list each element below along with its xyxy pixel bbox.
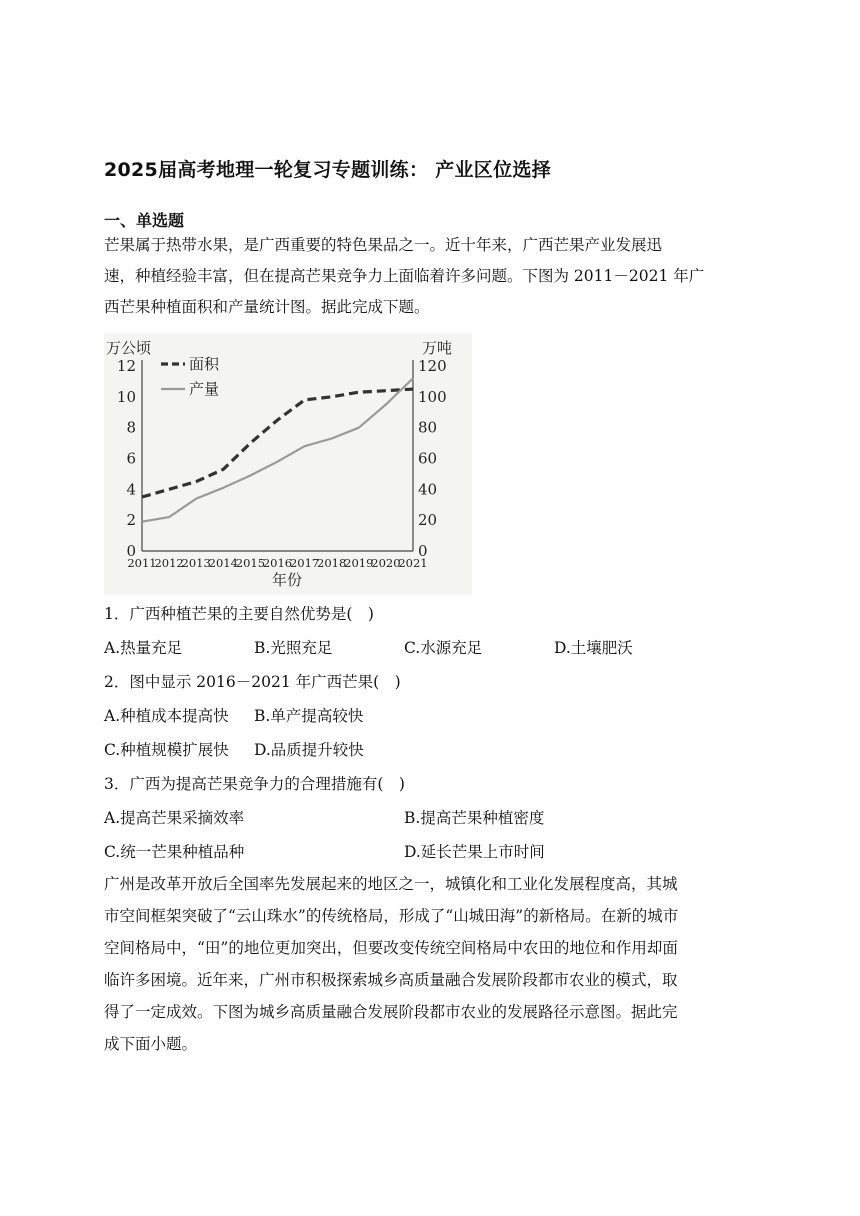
y-tick-label-right: 80 xyxy=(418,418,438,437)
x-tick-label: 2018 xyxy=(317,556,347,570)
question-2-option-b[interactable]: B.单产提高较快 xyxy=(254,707,364,725)
question-2-option-a[interactable]: A.种植成本提高快 xyxy=(104,707,229,725)
x-tick-label: 2013 xyxy=(181,556,211,570)
passage-line: 临许多困境。近年来，广州市积极探索城乡高质量融合发展阶段都市农业的模式，取 xyxy=(104,971,678,989)
passage-line: 得了一定成效。下图为城乡高质量融合发展阶段都市农业的发展路径示意图。据此完 xyxy=(104,1003,678,1021)
x-tick-label: 2012 xyxy=(154,556,184,570)
question-2-stem: 2．图中显示 2016－2021 年广西芒果( ) xyxy=(104,673,401,691)
passage-2 xyxy=(104,868,754,1060)
passage-line: 市空间框架突破了“云山珠水”的传统格局，形成了“山城田海”的新格局。在新的城市 xyxy=(104,907,679,925)
x-tick-label: 2020 xyxy=(371,556,401,570)
question-3-stem: 3．广西为提高芒果竞争力的合理措施有( ) xyxy=(104,775,405,793)
intro-paragraph xyxy=(104,230,754,323)
question-3-option-b[interactable]: B.提高芒果种植密度 xyxy=(404,809,545,827)
question-1-option-b[interactable]: B.光照充足 xyxy=(254,639,333,657)
y-tick-label-right: 0 xyxy=(418,542,428,560)
question-2-option-c[interactable]: C.种植规模扩展快 xyxy=(104,741,229,759)
legend-label-area: 面积 xyxy=(189,355,220,373)
passage-line: 空间格局中，“田”的地位更加突出，但要改变传统空间格局中农田的地位和作用却面 xyxy=(104,939,678,957)
intro-line: 西芒果种植面积和产量统计图。据此完成下题。 xyxy=(104,298,430,316)
y-tick-label-left: 12 xyxy=(116,357,136,375)
x-tick-label: 2016 xyxy=(262,556,293,570)
y-tick-label-left: 10 xyxy=(116,387,136,406)
x-tick-label: 2019 xyxy=(344,556,374,570)
mango-chart xyxy=(104,333,472,595)
y-tick-label-left: 2 xyxy=(126,511,136,530)
intro-line: 芒果属于热带水果，是广西重要的特色果品之一。近十年来，广西芒果产业发展迅 xyxy=(104,236,663,254)
y-tick-label-left: 8 xyxy=(126,418,136,437)
x-tick-label: 2015 xyxy=(235,556,266,570)
series-line-output xyxy=(142,378,413,521)
right-axis-unit: 万吨 xyxy=(422,339,453,357)
x-tick-label: 2017 xyxy=(289,556,320,570)
passage-line: 广州是改革开放后全国率先发展起来的地区之一，城镇化和工业化发展程度高，其城 xyxy=(104,875,678,893)
x-tick-label: 2014 xyxy=(208,556,238,570)
y-tick-label-left: 0 xyxy=(126,542,136,560)
x-tick-label: 2021 xyxy=(398,556,428,570)
question-1-option-a[interactable]: A.热量充足 xyxy=(104,639,183,657)
left-axis-unit: 万公顷 xyxy=(106,339,152,357)
series-line-area xyxy=(142,389,413,497)
question-3-option-a[interactable]: A.提高芒果采摘效率 xyxy=(104,809,245,827)
question-1-stem: 1．广西种植芒果的主要自然优势是( ) xyxy=(104,605,374,623)
question-3-option-d[interactable]: D.延长芒果上市时间 xyxy=(404,843,545,861)
y-tick-label-right: 120 xyxy=(418,357,447,375)
intro-line: 速，种植经验丰富，但在提高芒果竞争力上面临着许多问题。下图为 2011－2021 年广 xyxy=(104,267,705,285)
question-1-option-c[interactable]: C.水源充足 xyxy=(404,639,483,657)
mango-chart-svg xyxy=(104,333,472,595)
question-1-option-d[interactable]: D.土壤肥沃 xyxy=(554,639,633,657)
question-2-option-d[interactable]: D.品质提升较快 xyxy=(254,741,364,759)
y-tick-label-right: 20 xyxy=(418,511,438,530)
y-tick-label-left: 4 xyxy=(126,480,136,499)
x-tick-label: 2011 xyxy=(127,556,157,570)
question-3-option-c[interactable]: C.统一芒果种植品种 xyxy=(104,843,245,861)
x-axis-label: 年份 xyxy=(271,571,303,589)
y-tick-label-right: 100 xyxy=(418,387,447,406)
section-heading: 一、单选题 xyxy=(104,211,185,230)
y-tick-label-right: 60 xyxy=(418,449,438,468)
doc-title: 2025届高考地理一轮复习专题训练： 产业区位选择 xyxy=(104,159,551,181)
passage-line: 成下面小题。 xyxy=(104,1035,198,1053)
y-tick-label-left: 6 xyxy=(126,449,136,468)
legend-label-output: 产量 xyxy=(189,380,220,398)
y-tick-label-right: 40 xyxy=(418,480,438,499)
